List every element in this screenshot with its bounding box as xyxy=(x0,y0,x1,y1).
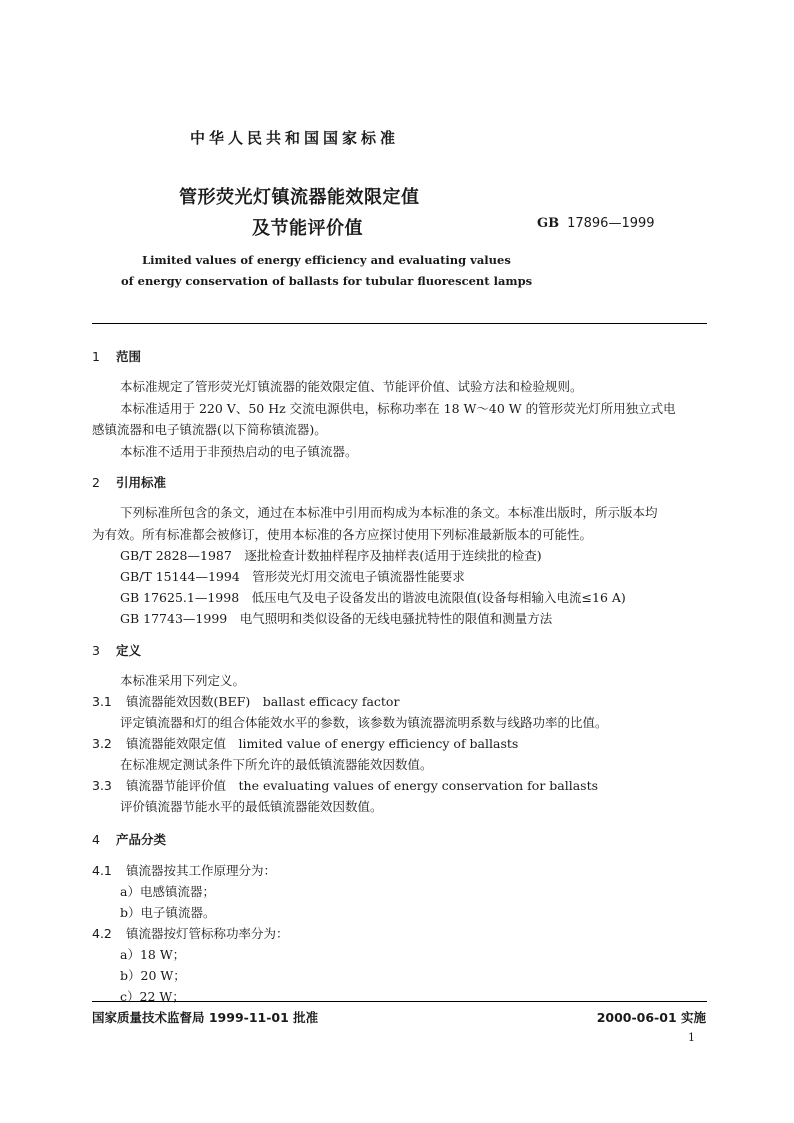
paragraph: 本标准规定了管形荧光灯镇流器的能效限定值、节能评价值、试验方法和检验规则。 xyxy=(120,379,583,394)
standard-number-value: 17896—1999 xyxy=(567,216,655,231)
paragraph: 本标准不适用于非预热启动的电子镇流器。 xyxy=(120,444,358,459)
section-title: 范围 xyxy=(116,349,142,364)
definition-3-2 xyxy=(92,734,518,752)
approval-statement: 国家质量技术监督局 1999-11-01 批准 xyxy=(92,1010,319,1025)
reference-item: GB 17743—1999 电气照明和类似设备的无线电骚扰特性的限值和测量方法 xyxy=(120,611,553,626)
clause-number: 4.2 xyxy=(92,926,112,941)
clause-number: 3.1 xyxy=(92,694,112,709)
list-item: b）20 W； xyxy=(120,968,186,983)
document-title-line-1: 管形荧光灯镇流器能效限定值 xyxy=(179,187,420,208)
clause-number: 4.1 xyxy=(92,863,112,878)
clause-4-2 xyxy=(92,924,289,942)
clause-4-1 xyxy=(92,861,276,879)
section-number: 4 xyxy=(92,832,100,847)
reference-item: GB 17625.1—1998 低压电气及电子设备发出的谐波电流限值(设备每相输入电流≤16 A) xyxy=(120,590,626,605)
section-title: 引用标准 xyxy=(116,475,167,490)
paragraph: 本标准适用于 220 V、50 Hz 交流电源供电，标称功率在 18 W～40 W 的管形荧光灯所用独立式电 xyxy=(120,401,676,416)
section-title: 产品分类 xyxy=(116,832,167,847)
clause-text: 镇流器按其工作原理分为： xyxy=(126,863,277,878)
paragraph: 本标准采用下列定义。 xyxy=(120,673,246,688)
definition-3-3 xyxy=(92,776,598,794)
reference-item: GB/T 2828—1987 逐批检查计数抽样程序及抽样表(适用于连续批的检查) xyxy=(120,548,542,563)
header-divider xyxy=(92,323,707,324)
clause-text: 镇流器按灯管标称功率分为： xyxy=(126,926,289,941)
section-number: 1 xyxy=(92,349,100,364)
section-3-heading xyxy=(92,641,141,659)
list-item: b）电子镇流器。 xyxy=(120,905,216,920)
list-item: a）18 W； xyxy=(120,947,186,962)
english-title-line-1: Limited values of energy efficiency and evaluating values xyxy=(142,253,511,267)
document-title-line-2: 及节能评价值 xyxy=(252,218,363,239)
clause-number: 3.2 xyxy=(92,736,112,751)
definition-text: 评价镇流器节能水平的最低镇流器能效因数值。 xyxy=(120,799,383,814)
standard-number-prefix: GB xyxy=(537,216,560,231)
list-item: c）22 W； xyxy=(120,989,185,1004)
definition-3-1 xyxy=(92,692,399,710)
clause-number: 3.3 xyxy=(92,778,112,793)
list-item: a）电感镇流器； xyxy=(120,884,215,899)
definition-term: 镇流器能效因数(BEF) ballast efficacy factor xyxy=(126,694,400,709)
page-number: 1 xyxy=(688,1031,695,1044)
section-1-heading xyxy=(92,347,141,365)
reference-item: GB/T 15144—1994 管形荧光灯用交流电子镇流器性能要求 xyxy=(120,569,465,584)
section-2-heading xyxy=(92,473,166,491)
definition-text: 评定镇流器和灯的组合体能效水平的参数，该参数为镇流器流明系数与线路功率的比值。 xyxy=(120,715,608,730)
paragraph-continued: 感镇流器和电子镇流器(以下简称镇流器)。 xyxy=(92,422,327,437)
definition-term: 镇流器能效限定值 limited value of energy efficiency of ballasts xyxy=(126,736,519,751)
footer-divider xyxy=(92,1001,707,1002)
definition-text: 在标准规定测试条件下所允许的最低镇流器能效因数值。 xyxy=(120,757,433,772)
standard-type-heading: 中华人民共和国国家标准 xyxy=(190,129,400,147)
section-number: 2 xyxy=(92,475,100,490)
implementation-date: 2000-06-01 实施 xyxy=(596,1010,706,1025)
english-title-line-2: of energy conservation of ballasts for tubular fluorescent lamps xyxy=(121,274,533,288)
definition-term: 镇流器节能评价值 the evaluating values of energy conservation for ballasts xyxy=(126,778,599,793)
standard-number xyxy=(537,216,655,231)
section-number: 3 xyxy=(92,643,100,658)
section-title: 定义 xyxy=(116,643,142,658)
section-4-heading xyxy=(92,830,166,848)
paragraph: 下列标准所包含的条文，通过在本标准中引用而构成为本标准的条文。本标准出版时，所示版本均 xyxy=(120,505,658,520)
paragraph-continued: 为有效。所有标准都会被修订，使用本标准的各方应探讨使用下列标准最新版本的可能性。 xyxy=(92,527,593,542)
